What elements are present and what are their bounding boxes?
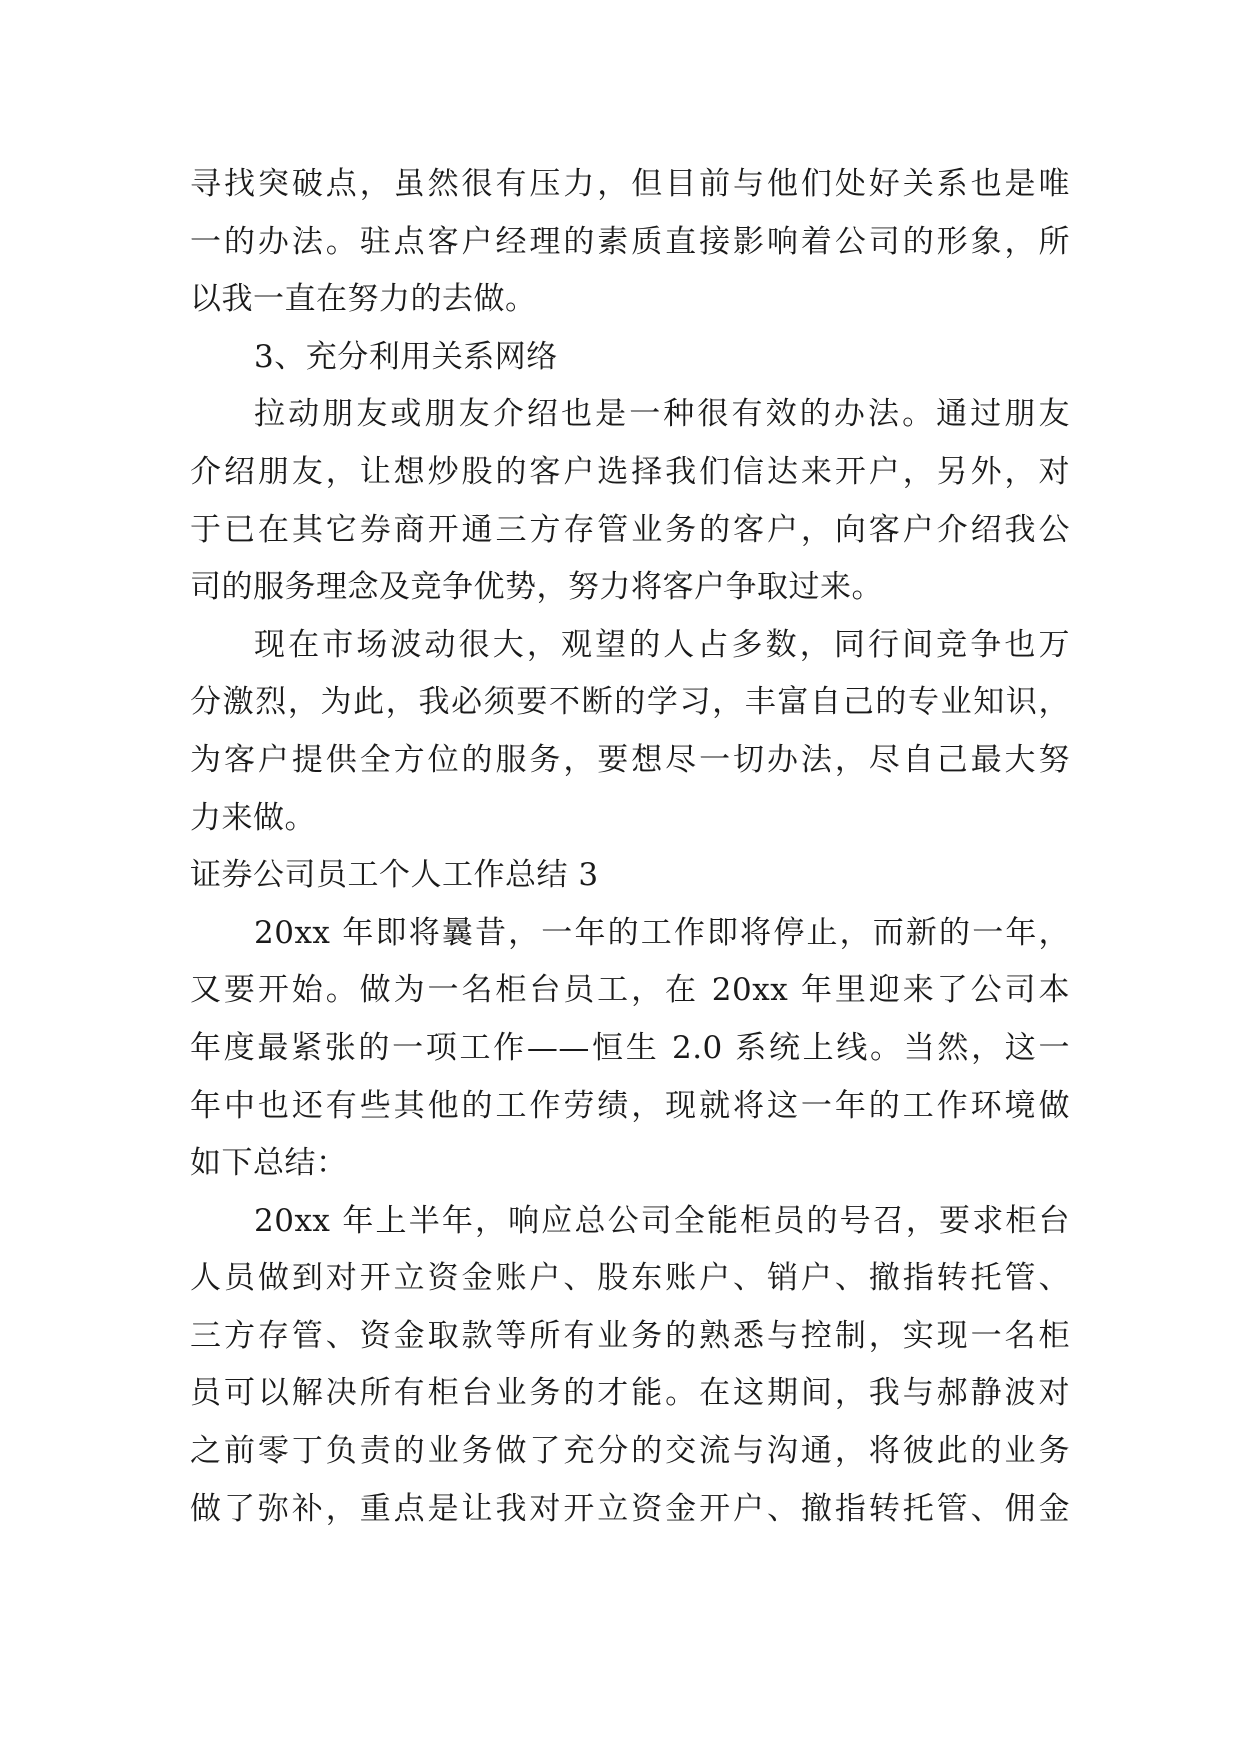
text-line: 司的服务理念及竞争优势，努力将客户争取过来。 xyxy=(190,569,883,606)
text-line: 一的办法。驻点客户经理的素质直接影响着公司的形象，所 xyxy=(190,223,1070,260)
paragraph-first-line: 20xx 年上半年，响应总公司全能柜员的号召，要求柜台 xyxy=(254,1202,1070,1239)
text-line: 介绍朋友，让想炒股的客户选择我们信达来开户，另外，对 xyxy=(190,453,1070,490)
text-line: 以我一直在努力的去做。 xyxy=(190,281,537,318)
text-line: 年度最紧张的一项工作——恒生 2.0 系统上线。当然，这一 xyxy=(190,1029,1070,1066)
text-line: 之前零丁负责的业务做了充分的交流与沟通，将彼此的业务 xyxy=(190,1433,1070,1470)
section-title: 证券公司员工个人工作总结 3 xyxy=(190,857,599,894)
paragraph-first-line: 20xx 年即将曩昔，一年的工作即将停止，而新的一年， xyxy=(254,914,1070,951)
text-line: 三方存管、资金取款等所有业务的熟悉与控制，实现一名柜 xyxy=(190,1317,1070,1354)
document-body xyxy=(190,156,1070,1538)
text-line: 人员做到对开立资金账户、股东账户、销户、撤指转托管、 xyxy=(190,1260,1070,1297)
text-line: 为客户提供全方位的服务，要想尽一切办法，尽自己最大努 xyxy=(190,741,1070,778)
text-line: 员可以解决所有柜台业务的才能。在这期间，我与郝静波对 xyxy=(190,1375,1070,1412)
text-line: 于已在其它券商开通三方存管业务的客户，向客户介绍我公 xyxy=(190,511,1070,548)
paragraph-first-line: 拉动朋友或朋友介绍也是一种很有效的办法。通过朋友 xyxy=(254,396,1070,433)
text-line: 力来做。 xyxy=(190,799,316,836)
text-line: 又要开始。做为一名柜台员工，在 20xx 年里迎来了公司本 xyxy=(190,972,1070,1009)
section-subheading: 3、充分利用关系网络 xyxy=(254,338,558,375)
text-line: 分激烈，为此，我必须要不断的学习，丰富自己的专业知识， xyxy=(190,684,1070,721)
text-line: 做了弥补，重点是让我对开立资金开户、撤指转托管、佣金 xyxy=(190,1490,1070,1527)
text-line: 寻找突破点，虽然很有压力，但目前与他们处好关系也是唯 xyxy=(190,166,1070,202)
text-line: 年中也还有些其他的工作劳绩，现就将这一年的工作环境做 xyxy=(190,1087,1070,1124)
text-line: 如下总结： xyxy=(190,1145,348,1182)
paragraph-first-line: 现在市场波动很大，观望的人占多数，同行间竞争也万 xyxy=(254,626,1070,663)
